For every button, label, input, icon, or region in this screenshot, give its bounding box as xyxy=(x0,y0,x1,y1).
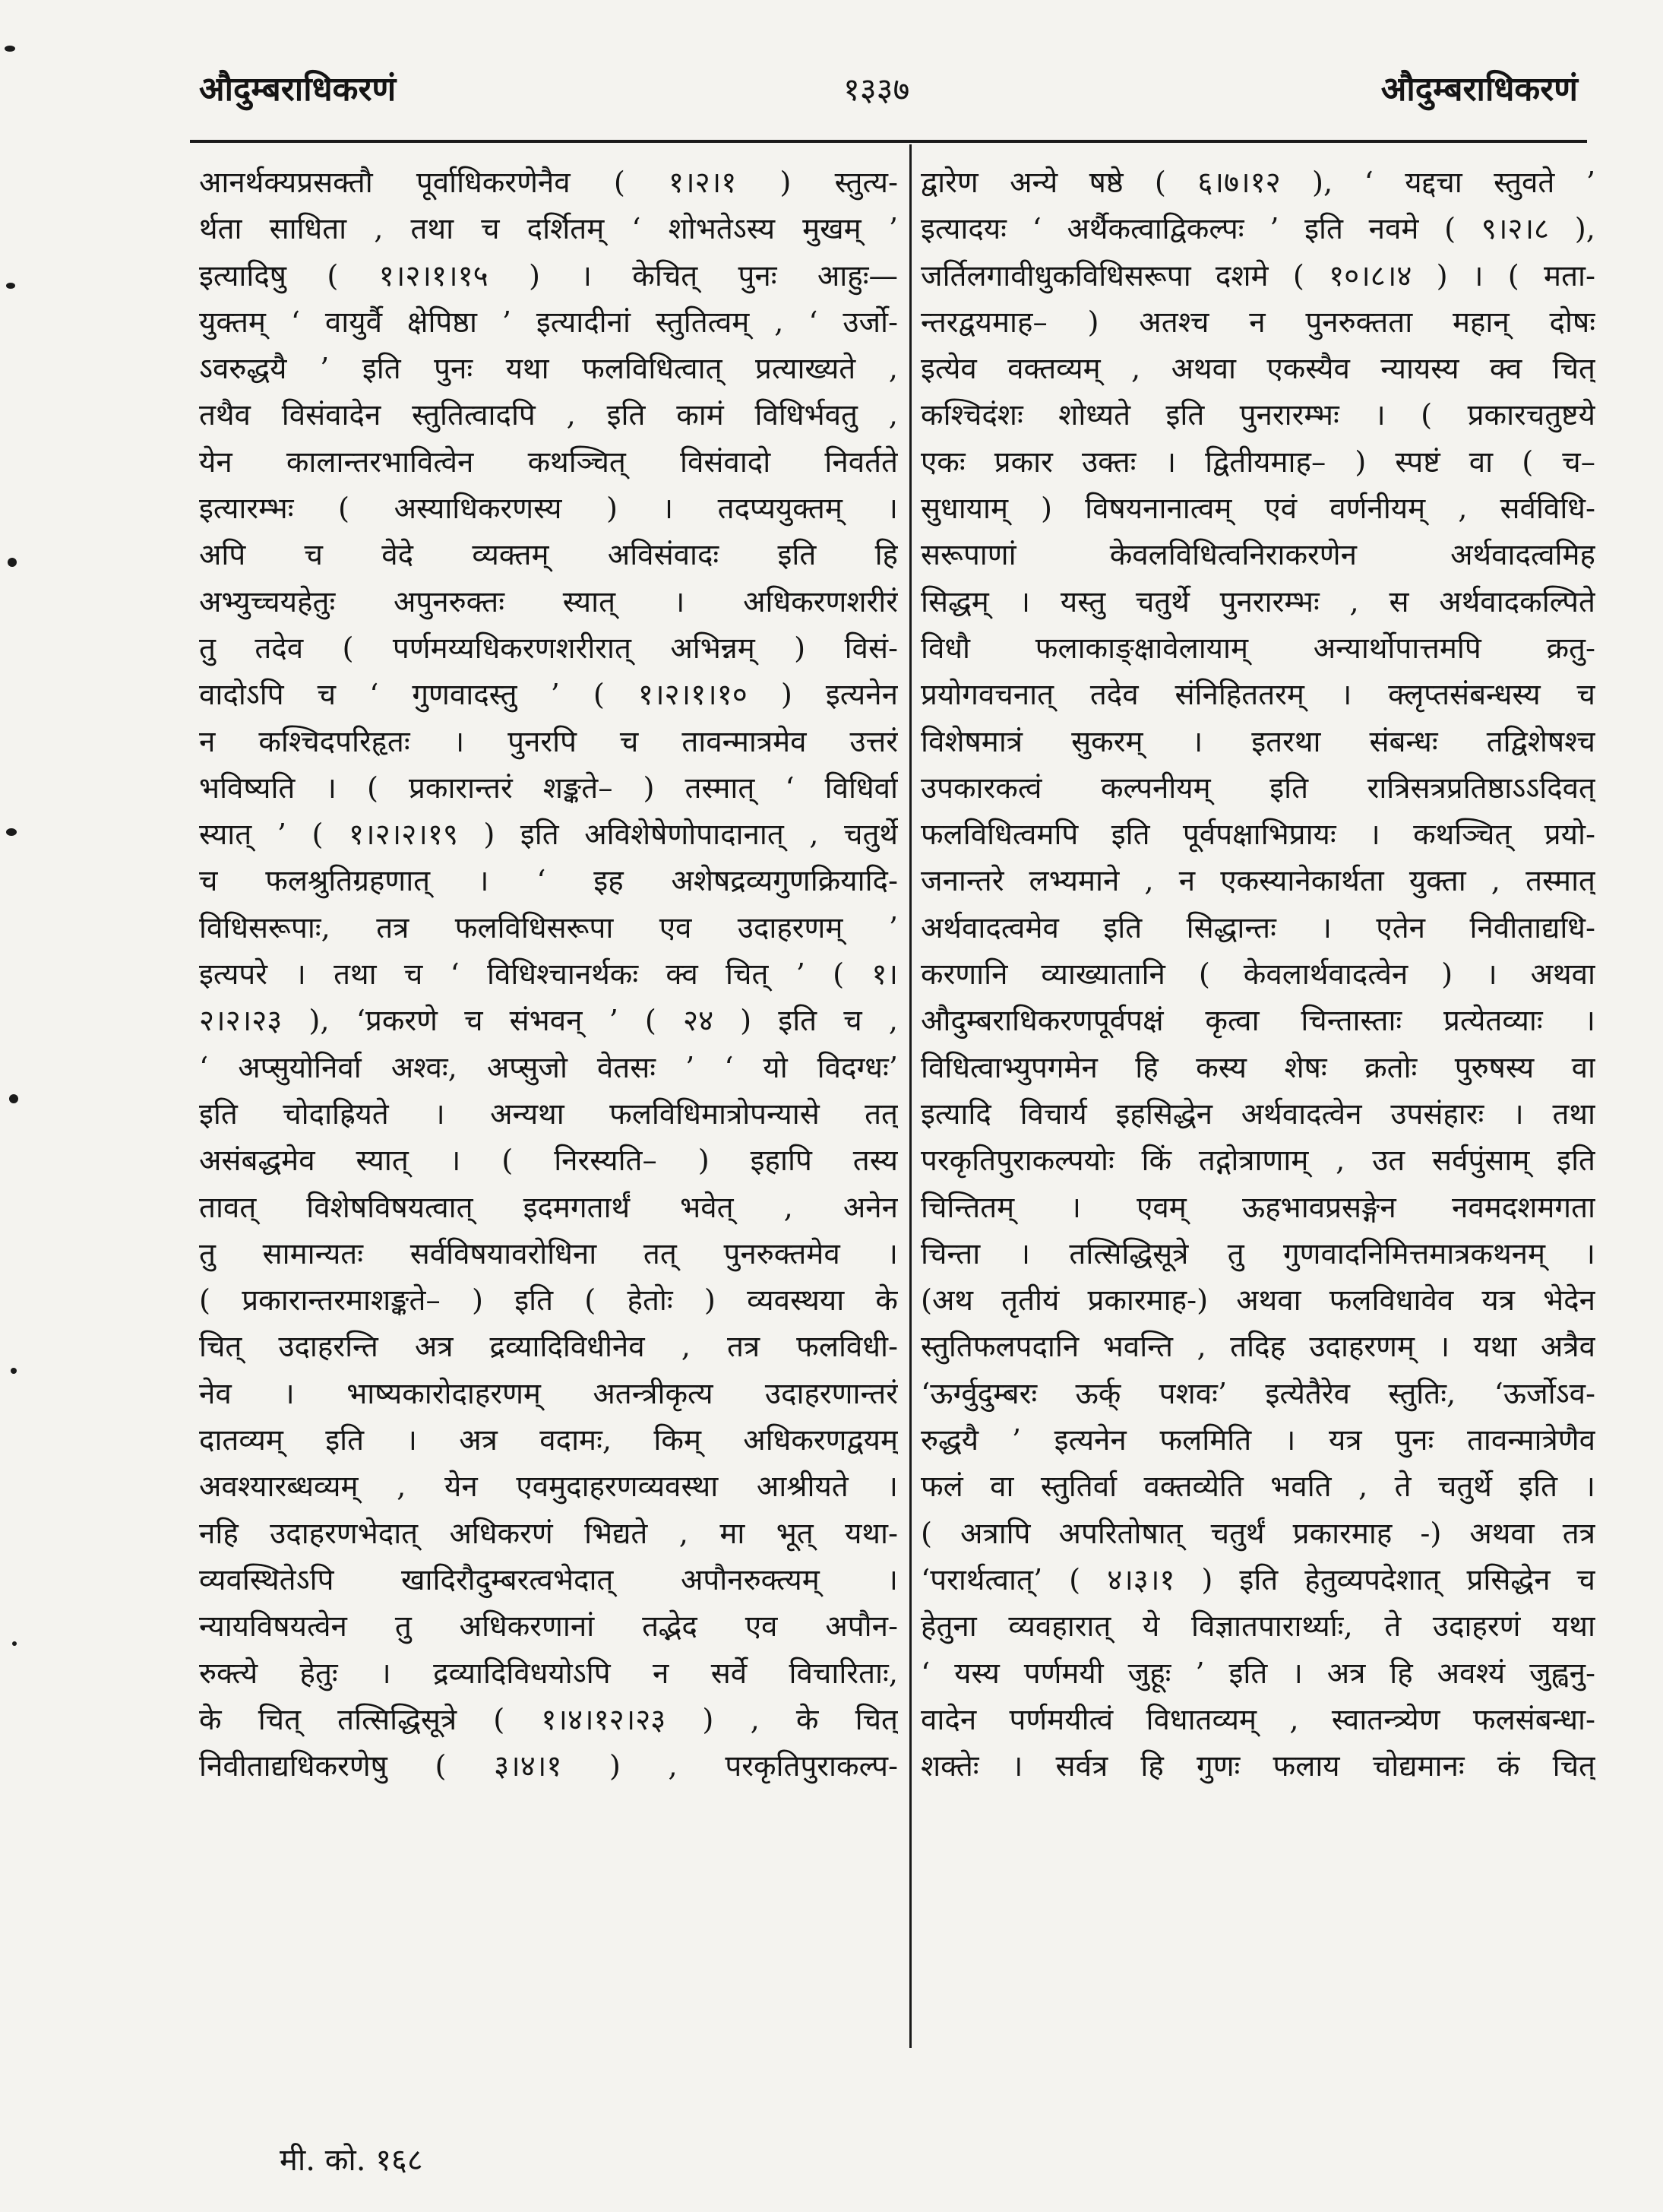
text-line: इत्येव वक्तव्यम् , अथवा एकस्यैव न्यायस्य क्व चित् xyxy=(921,352,1595,387)
text-line: ( अत्रापि अपरितोषात् चतुर्थं प्रकारमाह -) अथवा तत्र xyxy=(921,1516,1595,1551)
text-line: ‘ अप्सुयोनिर्वा अश्वः, अप्सुजो वेतसः ’ ‘ यो विदग्धः’ xyxy=(199,1050,898,1085)
text-line: चिन्तितम् । एवम् ऊहभावप्रसङ्गेन नवमदशमगता xyxy=(921,1190,1595,1225)
scan-speck xyxy=(9,1094,18,1103)
page-number: १३३७ xyxy=(843,71,910,108)
scan-speck xyxy=(6,828,17,836)
text-line: ‘परार्थत्वात्’ ( ४।३।१ ) इति हेतुव्यपदेशात् प्रसिद्धेन च xyxy=(921,1562,1595,1597)
text-line: चित् उदाहरन्ति अत्र द्रव्यादिविधीनेव , तत्र फलविधी- xyxy=(199,1330,898,1365)
text-line: रुक्त्ये हेतुः । द्रव्यादिविधयोऽपि न सर्वे विचारिताः, xyxy=(199,1656,898,1691)
text-line: फलं वा स्तुतिर्वा वक्तव्येति भवति , ते चतुर्थे इति । xyxy=(921,1470,1595,1505)
text-line: आनर्थक्यप्रसक्तौ पूर्वाधिकरणेनैव ( १।२।१ ) स्तुत्य- xyxy=(199,166,898,200)
text-line: विधिसरूपाः, तत्र फलविधिसरूपा एव उदाहरणम् ’ xyxy=(199,910,898,945)
text-line: विशेषमात्रं सुकरम् । इतरथा संबन्धः तद्विशेषश्च xyxy=(921,724,1595,759)
text-line: अभ्युच्चयहेतुः अपुनरुक्तः स्यात् । अधिकरणशरीरं xyxy=(199,584,898,619)
text-line: स्यात् ’ ( १।२।२।१९ ) इति अविशेषेणोपादानात् , चतुर्थे xyxy=(199,818,898,853)
text-line: इति चोदाह्रियते । अन्यथा फलविधिमात्रोपन्यासे तत् xyxy=(199,1097,898,1131)
text-line: एकः प्रकार उक्तः । द्वितीयमाह– ) स्पष्टं वा ( च– xyxy=(921,445,1595,479)
running-header-left: औदुम्बराधिकरणं xyxy=(199,70,397,109)
text-line: न्यायविषयत्वेन तु अधिकरणानां तद्भेद एव अपौन- xyxy=(199,1609,898,1644)
text-line: येन कालान्तरभावित्वेन कथञ्चित् विसंवादो निवर्तते xyxy=(199,445,898,479)
left-column xyxy=(199,160,898,1790)
text-line: इत्यपरे । तथा च ‘ विधिश्चानर्थकः क्व चित् ’ ( १। xyxy=(199,957,898,992)
text-line: अर्थवादत्वमेव इति सिद्धान्तः । एतेन निवीताद्यधि- xyxy=(921,910,1595,945)
text-line: नहि उदाहरणभेदात् अधिकरणं भिद्यते , मा भूत् यथा- xyxy=(199,1516,898,1551)
text-line: अवश्यारब्धव्यम् , येन एवमुदाहरणव्यवस्था आश्रीयते । xyxy=(199,1470,898,1505)
text-line: २।२।२३ ), ‘प्रकरणे च संभवन् ’ ( २४ ) इति च , xyxy=(199,1004,898,1039)
text-line: फलविधित्वमपि इति पूर्वपक्षाभिप्रायः । कथञ्चित् प्रयो- xyxy=(921,818,1595,853)
text-line: विधित्वाभ्युपगमेन हि कस्य शेषः क्रतोः पुरुषस्य वा xyxy=(921,1050,1595,1085)
text-line: हेतुना व्यवहारात् ये विज्ञातपारार्थ्याः, ते उदाहरणं यथा xyxy=(921,1609,1595,1644)
text-line: ( प्रकारान्तरमाशङ्कते– ) इति ( हेतोः ) व्यवस्थया के xyxy=(199,1283,898,1318)
signature-footer: मी. को. १६८ xyxy=(280,2143,423,2178)
text-line: चिन्ता । तत्सिद्धिसूत्रे तु गुणवादनिमित्तमात्रकथनम् । xyxy=(921,1236,1595,1271)
text-line: च फलश्रुतिग्रहणात् । ‘ इह अशेषद्रव्यगुणक्रियादि- xyxy=(199,864,898,899)
text-line: तथैव विसंवादेन स्तुतित्वादपि , इति कामं विधिर्भवतु , xyxy=(199,398,898,433)
text-line: नेव । भाष्यकारोदाहरणम् अतन्त्रीकृत्य उदाहरणान्तरं xyxy=(199,1376,898,1411)
text-line: शक्तेः । सर्वत्र हि गुणः फलाय चोद्यमानः कं चित् xyxy=(921,1749,1595,1784)
text-line: इत्यादिषु ( १।२।१।१५ ) । केचित् पुनः आहुः— xyxy=(199,258,898,293)
text-line: ‘ यस्य पर्णमयी जुहूः ’ इति । अत्र हि अवश्यं जुह्वनु- xyxy=(921,1656,1595,1691)
text-line: वादोऽपि च ‘ गुणवादस्तु ’ ( १।२।१।१० ) इत्यनेन xyxy=(199,678,898,713)
text-line: (अथ तृतीयं प्रकारमाह-) अथवा फलविधावेव यत्र भेदेन xyxy=(921,1283,1595,1318)
text-line: युक्तम् ‘ वायुर्वै क्षेपिष्ठा ’ इत्यादीनां स्तुतित्वम् , ‘ उर्जो- xyxy=(199,305,898,340)
text-line: तु सामान्यतः सर्वविषयावरोधिना तत् पुनरुक्तमेव । xyxy=(199,1236,898,1271)
text-line: वादेन पर्णमयीत्वं विधातव्यम् , स्वातन्त्र्येण फलसंबन्धा- xyxy=(921,1702,1595,1737)
text-line: अपि च वेदे व्यक्तम् अविसंवादः इति हि xyxy=(199,538,898,573)
text-line: निवीताद्यधिकरणेषु ( ३।४।१ ) , परकृतिपुराकल्प- xyxy=(199,1749,898,1784)
column-divider xyxy=(909,144,912,2048)
text-line: न्तरद्वयमाह– ) अतश्च न पुनरुक्तता महान् दोषः xyxy=(921,305,1595,340)
scan-speck xyxy=(8,558,17,567)
text-line: सरूपाणां केवलविधित्वनिराकरणेन अर्थवादत्वमिह xyxy=(921,538,1595,573)
running-header-right: औदुम्बराधिकरणं xyxy=(1380,70,1578,109)
text-line: स्तुतिफलपदानि भवन्ति , तदिह उदाहरणम् । यथा अत्रैव xyxy=(921,1330,1595,1365)
text-line: के चित् तत्सिद्धिसूत्रे ( १।४।१२।२३ ) , के चित् xyxy=(199,1702,898,1737)
right-column xyxy=(921,160,1595,1790)
text-line: उपकारकत्वं कल्पनीयम् इति रात्रिसत्रप्रतिष्ठाऽऽदिवत् xyxy=(921,771,1595,805)
text-line: सिद्धम् । यस्तु चतुर्थे पुनरारम्भः , स अर्थवादकल्पिते xyxy=(921,584,1595,619)
scan-speck xyxy=(5,46,15,52)
text-line: जर्तिलगावीधुकविधिसरूपा दशमे ( १०।८।४ ) । ( मता- xyxy=(921,258,1595,293)
text-line: प्रयोगवचनात् तदेव संनिहिततरम् । क्लृप्तसंबन्धस्य च xyxy=(921,678,1595,713)
text-line: जनान्तरे लभ्यमाने , न एकस्यानेकार्थता युक्ता , तस्मात् xyxy=(921,864,1595,899)
text-line: असंबद्धमेव स्यात् । ( निरस्यति– ) इहापि तस्य xyxy=(199,1144,898,1179)
text-line: इत्यादि विचार्य इहसिद्धेन अर्थवादत्वेन उपसंहारः । तथा xyxy=(921,1097,1595,1131)
text-line: द्वारेण अन्ये षष्ठे ( ६।७।१२ ), ‘ यद्दचा स्तुवते ’ xyxy=(921,166,1595,200)
text-line: इत्यारम्भः ( अस्याधिकरणस्य ) । तदप्ययुक्तम् । xyxy=(199,492,898,527)
text-line: तावत् विशेषविषयत्वात् इदमगतार्थं भवेत् , अनेन xyxy=(199,1190,898,1225)
text-line: इत्यादयः ‘ अर्थैकत्वाद्विकल्पः ’ इति नवमे ( ९।२।८ ), xyxy=(921,212,1595,247)
text-line: विधौ फलाकाङ्क्षावेलायाम् अन्यार्थोपात्तमपि क्रतु- xyxy=(921,631,1595,666)
text-line: तु तदेव ( पर्णमय्यधिकरणशरीरात् अभिन्नम् ) विसं- xyxy=(199,631,898,666)
text-line: सुधायाम् ) विषयनानात्वम् एवं वर्णनीयम् , सर्वविधि- xyxy=(921,492,1595,527)
text-line: दातव्यम् इति । अत्र वदामः, किम् अधिकरणद्वयम् xyxy=(199,1423,898,1458)
scan-speck xyxy=(6,283,15,289)
text-line: र्थता साधिता , तथा च दर्शितम् ‘ शोभतेऽस्य मुखम् ’ xyxy=(199,212,898,247)
text-line: भविष्यति । ( प्रकारान्तरं शङ्कते– ) तस्मात् ‘ विधिर्वा xyxy=(199,771,898,805)
scan-speck xyxy=(11,1368,17,1374)
text-line: औदुम्बराधिकरणपूर्वपक्षं कृत्वा चिन्तास्ताः प्रत्येतव्याः । xyxy=(921,1004,1595,1039)
text-line: ‘ऊर्ग्वुदुम्बरः ऊर्क् पशवः’ इत्येतैरेव स्तुतिः, ‘ऊर्जोऽव- xyxy=(921,1376,1595,1411)
text-line: करणानि व्याख्यातानि ( केवलार्थवादत्वेन ) । अथवा xyxy=(921,957,1595,992)
text-line: रुद्धयै ’ इत्यनेन फलमिति । यत्र पुनः तावन्मात्रेणैव xyxy=(921,1423,1595,1458)
text-line: न कश्चिदपरिहृतः । पुनरपि च तावन्मात्रमेव उत्तरं xyxy=(199,724,898,759)
scan-speck xyxy=(12,1641,17,1646)
text-line: व्यवस्थितेऽपि खादिरौदुम्बरत्वभेदात् अपौनरुक्त्यम् । xyxy=(199,1562,898,1597)
text-line: ऽवरुद्धयै ’ इति पुनः यथा फलविधित्वात् प्रत्याख्यते , xyxy=(199,352,898,387)
text-line: परकृतिपुराकल्पयोः किं तद्गोत्राणाम् , उत सर्वपुंसाम् इति xyxy=(921,1144,1595,1179)
text-line: कश्चिदंशः शोध्यते इति पुनरारम्भः । ( प्रकारचतुष्टये xyxy=(921,398,1595,433)
header-rule xyxy=(190,140,1587,143)
